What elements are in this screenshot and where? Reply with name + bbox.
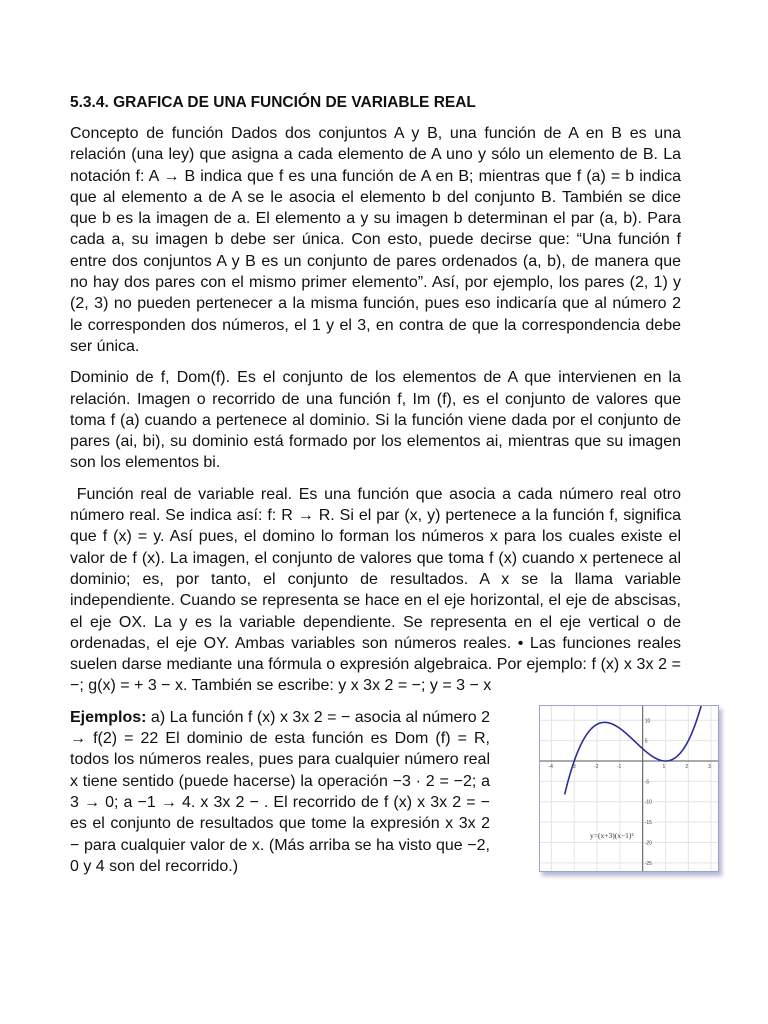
y-tick-label: 10	[644, 717, 651, 724]
examples-section	[70, 707, 711, 877]
y-tick-label: -10	[644, 799, 652, 806]
paragraph-concept: Concepto de función Dados dos conjuntos A y B, una función de A en B es una relación (una ley) que asigna a cada elemento de A uno y sólo un elemento de B. La notación f: A → B indica que f es una función de A en B; mientras que f (a) = b indica que al elemento a de A se le asocia el elemento b del conjunto B. También se dice que b es la imagen de a. El elemento a y su imagen b determinan el par (a, b). Para cada a, su imagen b debe ser única. Con esto, puede decirse que: “Una función f entre dos conjuntos A y B es un conjunto de pares ordenados (a, b), de manera que no hay dos pares con el mismo primer elemento”. Así, por ejemplo, los pares (2, 1) y (2, 3) no pueden pertenecer a la misma función, pues eso indicaría que al número 2 le corresponden dos números, el 1 y el 3, en contra de que la correspondencia debe ser única.	[70, 125, 681, 355]
function-graph	[540, 706, 718, 871]
x-tick-label: -2	[594, 763, 599, 770]
examples-paragraph	[70, 707, 490, 877]
y-tick-label: -25	[644, 860, 652, 867]
y-tick-label: -5	[644, 779, 650, 786]
x-tick-label: 2	[685, 763, 689, 770]
section-heading: 5.3.4. GRAFICA DE UNA FUNCIÓN DE VARIABLE REAL	[70, 94, 476, 111]
x-tick-label: -3	[571, 763, 576, 770]
x-tick-label: 3	[708, 763, 711, 770]
paragraph-real-function: Función real de variable real. Es una función que asocia a cada número real otro número real. Se indica así: f: R → R. Si el par (x, y) pertenece a la función f, significa que f (x) = y. Así pues, el domino lo forman los números x para los cuales existe el valor de f (x). La imagen, el conjunto de valores que toma f (x) cuando x pertenece al dominio; es, por tanto, el conjunto de resultados. A x se la llama variable independiente. Cuando se representa se hace en el eje horizontal, el eje de abscisas, el eje OX. La y es la variable dependiente. Se representa en el eje vertical o de ordenadas, el eje OY. Ambas variables son números reales. • Las funciones reales suelen darse mediante una fórmula o expresión algebraica. Por ejemplo: f (x) x 3x 2 = −; g(x) = + 3 − x. También se escribe: y x 3x 2 = −; y = 3 − x	[70, 485, 681, 695]
x-tick-label: -1	[616, 763, 622, 770]
y-tick-label: 5	[644, 738, 648, 745]
y-tick-label: -20	[644, 840, 652, 847]
x-tick-label: -4	[548, 763, 553, 770]
document-page	[70, 93, 711, 877]
function-graph-figure	[539, 705, 719, 872]
x-tick-label: 1	[662, 763, 666, 770]
examples-label: Ejemplos:	[70, 708, 147, 726]
examples-text: a) La función f (x) x 3x 2 = − asocia al número 2 → f(2) = 22 El dominio de esta función es Dom (f) = R, todos los números reales, pues para cualquier número real x tiene sentido (puede hacerse) la operación −3 · 2 = −2; a 3 → 0; a −1 → 4. x 3x 2 − . El recorrido de f (x) x 3x 2 = − es el conjunto de resultados que tome la expresión x 3x 2 − para cualquier valor de x. (Más arriba se ha visto que −2, 0 y 4 son del recorrido.)	[70, 708, 490, 875]
y-tick-label: -15	[644, 819, 652, 826]
paragraph-domain: Dominio de f, Dom(f). Es el conjunto de los elementos de A que intervienen en la relación. Imagen o recorrido de una función f, Im (f), es el conjunto de valores que toma f (a) cuando a pertenece al dominio. Si la función viene dada por el conjunto de pares (ai, bi), su dominio está formado por los elementos ai, mientras que su imagen son los elementos bi.	[70, 369, 681, 472]
graph-formula-label: y=(x+3)(x−1)²	[590, 830, 634, 840]
